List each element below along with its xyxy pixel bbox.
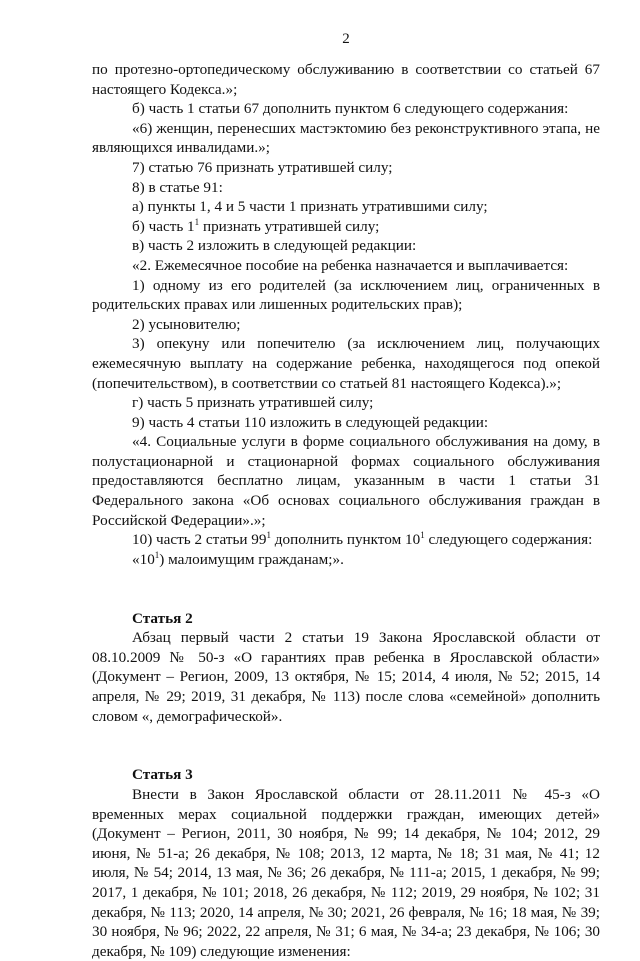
superscript: 1 [266,530,271,541]
article-2-text: Абзац первый части 2 статьи 19 Закона Ярославской области от 08.10.2009 № 50-з «О гарантиях прав ребенка в Ярославской области» (Документ – Регион, 2009, 13 октября, № 15; 2014, 4 июля, № 52; 2015, 14 апреля, № 29; 2019, 31 декабря, № 113) после слова «семейной» дополнить словом «, демографической». [92,629,600,725]
article-3-text: Внести в Закон Ярославской области от 28.11.2011 № 45-з «О временных мерах социальной поддержки граждан, имеющих детей» (Документ – Регион, 2011, 30 ноября, № 99; 14 декабря, № 104; 2012, 29 июня, № 51-а; 26 декабря, № 108; 2013, 12 марта, № 18; 31 мая, № 41; 12 июля, № 54; 2014, 13 мая, № 36; 26 декабря, № 111-а; 2015, 1 декабря, № 99; 2017, 1 декабря, № 101; 2018, 26 декабря, № 112; 2019, 29 ноября, № 102; 31 декабря, № 113; 2020, 14 апреля, № 30; 2021, 26 февраля, № 16; 18 мая, № 39; 30 ноября, № 96; 2022, 22 апреля, № 31; 6 мая, № 34-а; 23 декабря, № 106; 30 декабря, № 109) следующие изменения: [92,785,600,960]
spacer [92,589,600,609]
paragraph: б) часть 1 статьи 67 дополнить пунктом 6 следующего содержания: [132,100,569,118]
text-fragment: 10) часть 2 статьи 99 [132,531,267,549]
spacer [92,726,600,746]
paragraph: «6) женщин, перенесших мастэктомию без реконструктивного этапа, не являющихся инвалидами.»; [92,119,600,157]
text-fragment: дополнить пунктом 10 [271,531,421,549]
spacer [92,746,600,766]
spacer [92,569,600,589]
paragraph: 2) усыновителю; [132,315,241,333]
paragraph: «2. Ежемесячное пособие на ребенка назначается и выплачивается: [132,256,569,274]
document-body [92,60,600,961]
superscript: 1 [154,549,160,560]
text-fragment: признать утратившей силу; [199,217,380,235]
paragraph: 9) часть 4 статьи 110 изложить в следующей редакции: [132,413,489,431]
paragraph: в) часть 2 изложить в следующей редакции: [132,237,417,255]
paragraph: «4. Социальные услуги в форме социального обслуживания на дому, в полустационарной и стационарной формах социального обслуживания предоставляются бесплатно лицам, указанным в части 1 статьи 31 Федерального закона «Об основах социального обслуживания граждан в Российской Федерации».»; [92,433,600,529]
paragraph [92,530,600,550]
paragraph [92,550,600,570]
text-fragment: б) часть 1 [132,217,195,235]
paragraph: 3) опекуну или попечителю (за исключением лиц, получающих ежемесячную выплату на содержание ребенка, находящегося под опекой (попечительством), в соответствии со статьей 81 настоящего Кодекса).»; [92,335,600,392]
paragraph: 8) в статье 91: [132,178,223,196]
paragraph: г) часть 5 признать утратившей силу; [132,394,374,412]
page-number: 2 [342,31,350,47]
paragraph: 1) одному из его родителей (за исключением лиц, ограниченных в родительских правах или лишенных родительских прав); [92,276,600,314]
paragraph: 7) статью 76 признать утратившей силу; [132,158,393,176]
paragraph [92,217,600,237]
superscript: 1 [420,530,425,541]
text-fragment: следующего содержания: [424,531,593,549]
text-fragment: «10 [132,550,155,568]
paragraph: по протезно-ортопедическому обслуживанию в соответствии со статьей 67 настоящего Кодекса.»; [92,61,600,98]
superscript: 1 [194,216,200,227]
paragraph: а) пункты 1, 4 и 5 части 1 признать утратившими силу; [132,198,488,216]
article-3-heading: Статья 3 [132,766,193,784]
article-2-heading: Статья 2 [132,609,193,627]
text-fragment: ) малоимущим гражданам;». [159,550,344,568]
